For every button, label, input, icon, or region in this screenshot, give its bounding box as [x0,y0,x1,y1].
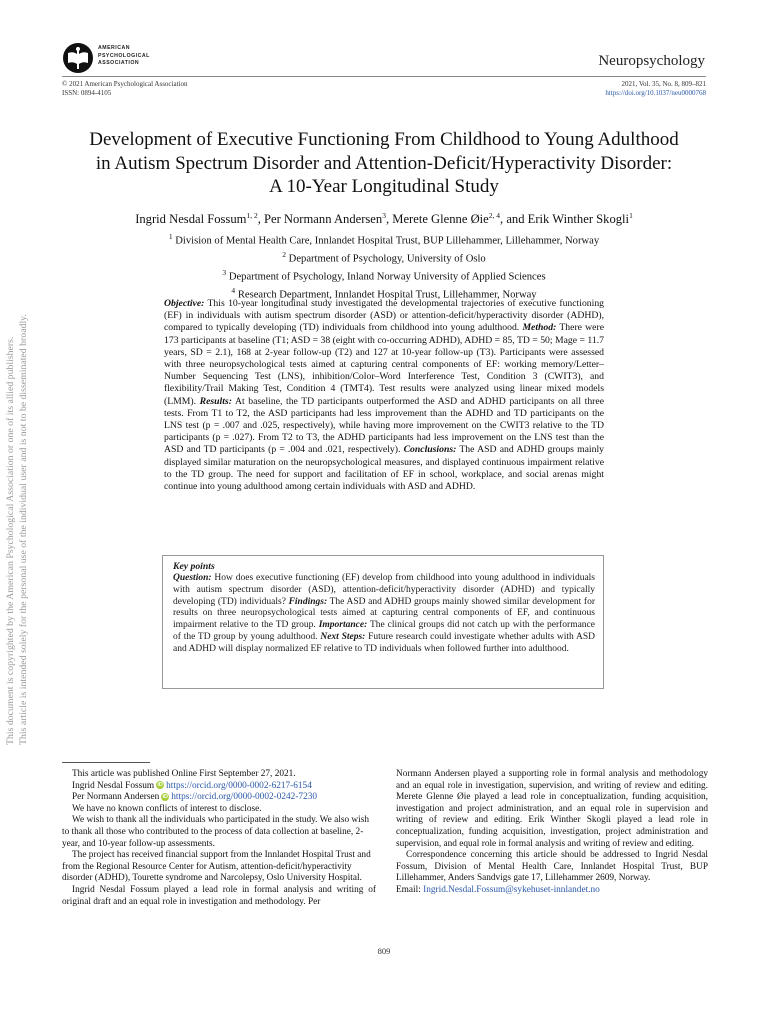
affiliation: $^4$ Research Department, Innlandet Hospital Trust, Lillehammer, Norway [231,285,537,301]
key-points-title: Key points [173,561,215,572]
abstract: Objective: This 10-year longitudinal study investigated the developmental trajectories of executive functioning (EF) in individuals with autism spectrum disorder (ASD) or attention-deficit/hyperactivity disorder (ADHD), compared to typically developing (TD) individuals from childhood into young adulthood. Method: There were 173 participants at baseline (T1; ASD = 38 (eight with co-occurring ADHD), ADHD = 85, TD = 50; Mage = 11.7 years, SD = 2.1), 168 at 2-year follow-up (T2) and 127 at 10-year follow-up (T3). Participants were assessed with three neuropsychological tests aimed at capturing central components of EF: working memory/Letter–Number Sequencing Test (LNS), inhibition/Color–Word Interference Test, Condition 3 (CWIT3), and flexibility/Trail Making Test, Condition 4 (TMT4). Test results were analyzed using linear mixed models (LMM). Results: At baseline, the TD participants outperformed the ASD and ADHD participants on all three tests. From T1 to T2, the ASD participants had less improvement than the ADHD and TD participants on the LNS test (p = .007 and .025, respectively), while having more improvement on the CWIT3 relative to the TD participants (p = .027). From T2 to T3, the ADHD participants had less improvement on the LNS test than the ASD and TD participants (p = .004 and .021, respectively). Conclusions: The ASD and ADHD groups mainly displayed similar maturation on the neuropsychological measures, and displayed continuous impairment relative to the TD group. The need for support and facilitation of EF in school, workplace, and social arenas might continue into young adulthood among certain individuals with ASD and ADHD. [164,298,605,493]
orcid-entry: Ingrid Nesdal Fossum iD https://orcid.org/0000-0002-6217-6154 [72,780,312,791]
issn: ISSN: 0894-4105 [62,88,112,97]
orcid-link[interactable]: https://orcid.org/0000-0002-6217-6154 [166,780,312,791]
orcid-link[interactable]: https://orcid.org/0000-0002-0242-7230 [171,792,318,803]
affiliation: $^3$ Department of Psychology, Inland Norway University of Applied Sciences [222,267,546,283]
affiliations [40,230,728,302]
author-list: Ingrid Nesdal Fossum$^{1, 2}$, Per Normann Andersen$^3$, Merete Glenne Øie$^{2, 4}$, and Erik Winther Skogli$^1$ [135,211,633,227]
apa-logo [62,42,94,74]
email-link[interactable]: Ingrid.Nesdal.Fossum@sykehuset-innlandet.no [423,884,600,895]
page-number: 809 [377,946,391,956]
key-points-body: Question: How does executive functioning (EF) develop from childhood into young adulthood in individuals with autism spectrum disorder (ASD), attention-deficit/hyperactivity disorder (ADHD) and typically developing (TD) individuals? Findings: The ASD and ADHD groups mainly showed similar development for results on three neuropsychological tests aimed at capturing central components of EF, and continuous impairment relative to the TD group. Importance: The clinical groups did not catch up with the performance of the TD group by young adulthood. Next Steps: Future research could investigate whether adults with ASD and ADHD will display normalized EF relative to TD individuals when followed further into adulthood. [173,573,596,654]
article-title: Development of Executive Functioning From Childhood to Young Adulthood in Autism Spectrum Disorder and Attention-Deficit/Hyperactivity Disorder: A 10-Year Longitudinal Study [89,129,679,197]
author-name: Erik Winther Skogli [527,212,630,227]
orcid-entry: Per Normann Andersen iD https://orcid.org/0000-0002-0242-7230 [72,792,318,803]
footnote-rule [62,762,150,763]
journal-name: Neuropsychology [598,53,705,69]
footnote-right-column: Normann Andersen played a supporting role in formal analysis and methodology and an equal role in investigation, supervision, and writing of review and editing. Merete Glenne Øie played a lead role in conceptualization, funding acquisition, investigation and project administration, and an equal role in supervision and writing of review and editing. Erik Winther Skogli played a lead role in conceptualization, funding acquisition, investigation, project administration and supervision, and equal role in formal analysis and writing of review and editing. Correspondence concerning this article should be addressed to Ingrid Nesdal Fossum, Division of Mental Health Care, Innlandet Hospital Trust, BUP Lillehammer, Anders Sandvigs gate 17, Lillehammer 2609, Norway. Email: Ingrid.Nesdal.Fossum@sykehuset-innlandet.no [396,769,708,895]
author-name: Per Normann Andersen [263,212,383,227]
affiliation: $^2$ Department of Psychology, University of Oslo [282,249,486,265]
header-rule [62,76,706,77]
doi-link[interactable]: https://doi.org/10.1037/neu0000768 [605,88,706,97]
affiliation: $^1$ Division of Mental Health Care, Innlandet Hospital Trust, BUP Lillehammer, Lillehammer, Norway [168,232,600,247]
orcid-icon: iD [157,782,163,789]
apa-logo-text: AMERICAN PSYCHOLOGICAL ASSOCIATION [98,45,150,67]
key-points-box [162,555,604,689]
author-name: Merete Glenne Øie [392,212,489,227]
volume-info: 2021, Vol. 35, No. 8, 809–821 [621,80,706,88]
orcid-icon: iD [162,794,169,801]
copyright: © 2021 American Psychological Association [62,80,188,88]
citation-block [605,80,706,97]
footnote-left-column: This article was published Online First September 27, 2021. Ingrid Nesdal Fossum iD https://orcid.org/0000-0002-6217-6154 Per Normann Andersen iD https://orcid.org/0000-0002-0242-7230 We have no known conflicts of interest to disclose. We wish to thank all the individuals who participated in the study. We also wish to thank all those who contributed to the process of data collection at baseline, 2-year, and 10-year follow-up assessments. The project has received financial support from the Innlandet Hospital Trust and from the Regional Resource Center for Autism, attention-deficit/hyperactivity disorder (ADHD), Tourette syndrome and Narcolepsy, Oslo University Hospital. Ingrid Nesdal Fossum played a lead role in formal analysis and writing of original draft and an equal role in investigation and methodology. Per [62,769,376,907]
copyright-block [62,80,187,97]
author-name: Ingrid Nesdal Fossum [135,212,247,227]
side-copyright-notice: This document is copyrighted by the American Psychological Association or one of its allied publishers. This article is intended solely for the personal use of the individual user and is not to be disseminated broadly. [5,314,29,745]
